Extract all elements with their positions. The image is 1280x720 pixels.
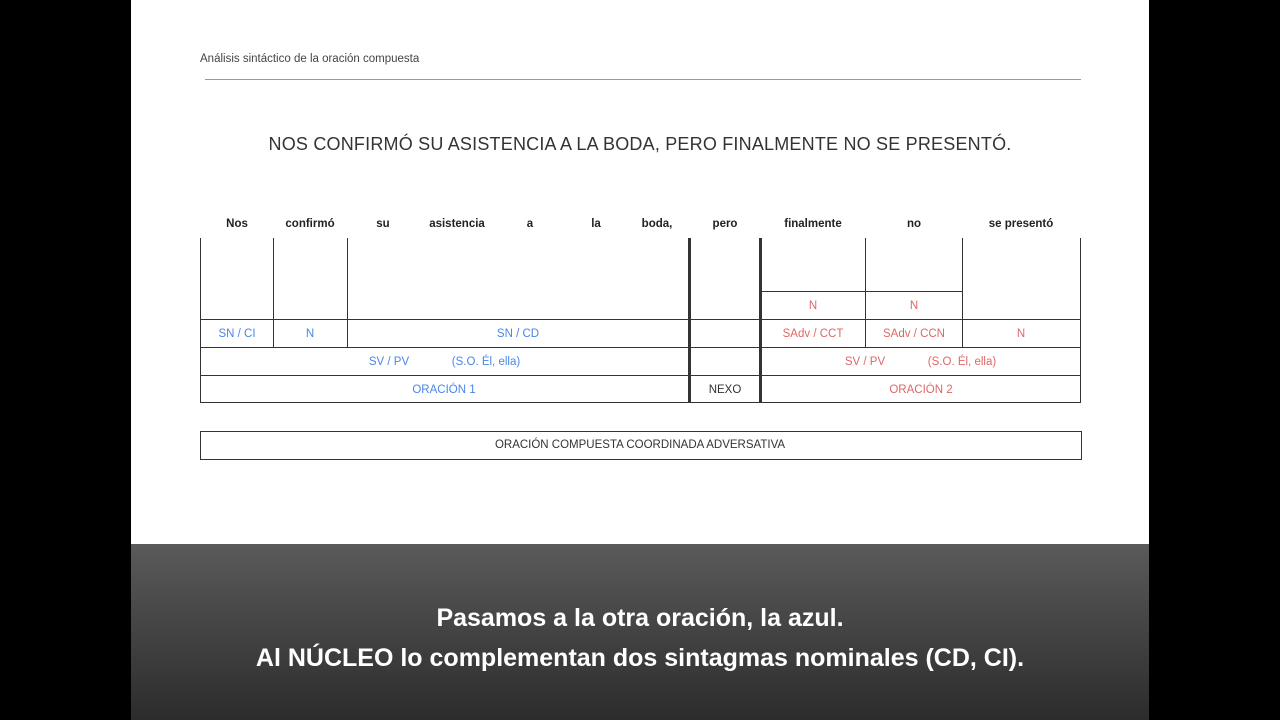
row-line-clauses (200, 375, 1081, 376)
col-line-finalmente (865, 238, 866, 348)
col-line-confirmo (347, 238, 348, 348)
cell-no-nucleo: N (909, 300, 919, 312)
cell-sadv-ccn: SAdv / CCN (883, 328, 945, 340)
cell-nexo: NEXO (708, 384, 742, 396)
word-boda: boda, (641, 218, 673, 230)
row-line-predicate (200, 347, 1081, 348)
col-line-nexo-right (759, 238, 762, 403)
cell-right-predicate: SV / PV (844, 356, 886, 368)
row-line-nucleo (761, 291, 963, 292)
cell-oracion-1: ORACIÓN 1 (412, 384, 476, 396)
subtitle-line-2: Al NÚCLEO lo complementan dos sintagmas nominales (CD, CI). (255, 644, 1025, 672)
sentence-title: NOS CONFIRMÓ SU ASISTENCIA A LA BODA, PERO FINALMENTE NO SE PRESENTÓ. (268, 134, 1012, 154)
cell-sn-ci: SN / CI (218, 328, 256, 340)
col-line-nos (273, 238, 274, 348)
word-su: su (376, 218, 390, 230)
subtitle-line-1: Pasamos a la otra oración, la azul. (436, 604, 844, 632)
cell-oracion-2: ORACIÓN 2 (889, 384, 953, 396)
compound-sentence-label: ORACIÓN COMPUESTA COORDINADA ADVERSATIVA (494, 439, 786, 451)
word-la: la (591, 218, 601, 230)
col-line-no (962, 238, 963, 348)
header-title: Análisis sintáctico de la oración compuesta (200, 53, 420, 65)
table-right-border (1080, 238, 1081, 403)
cell-finalmente-nucleo: N (808, 300, 818, 312)
cell-sadv-cct: SAdv / CCT (782, 328, 844, 340)
word-se-presento: se presentó (988, 218, 1054, 230)
table-bottom-border (200, 402, 1081, 403)
row-line-functions (200, 319, 1081, 320)
word-no: no (906, 218, 922, 230)
cell-sn-cd: SN / CD (496, 328, 540, 340)
word-a: a (526, 218, 534, 230)
cell-presento-nucleo: N (1016, 328, 1026, 340)
cell-confirmo-nucleo: N (305, 328, 315, 340)
cell-right-subject: (S.O. Él, ella) (927, 356, 997, 368)
word-pero: pero (712, 218, 738, 230)
word-asistencia: asistencia (429, 218, 485, 230)
word-nos: Nos (226, 218, 248, 230)
header-divider (205, 79, 1081, 80)
word-confirmo: confirmó (285, 218, 335, 230)
cell-left-subject: (S.O. Él, ella) (451, 356, 521, 368)
cell-left-predicate: SV / PV (368, 356, 410, 368)
word-finalmente: finalmente (784, 218, 842, 230)
table-left-border (200, 238, 201, 403)
col-line-nexo-left (688, 238, 691, 403)
